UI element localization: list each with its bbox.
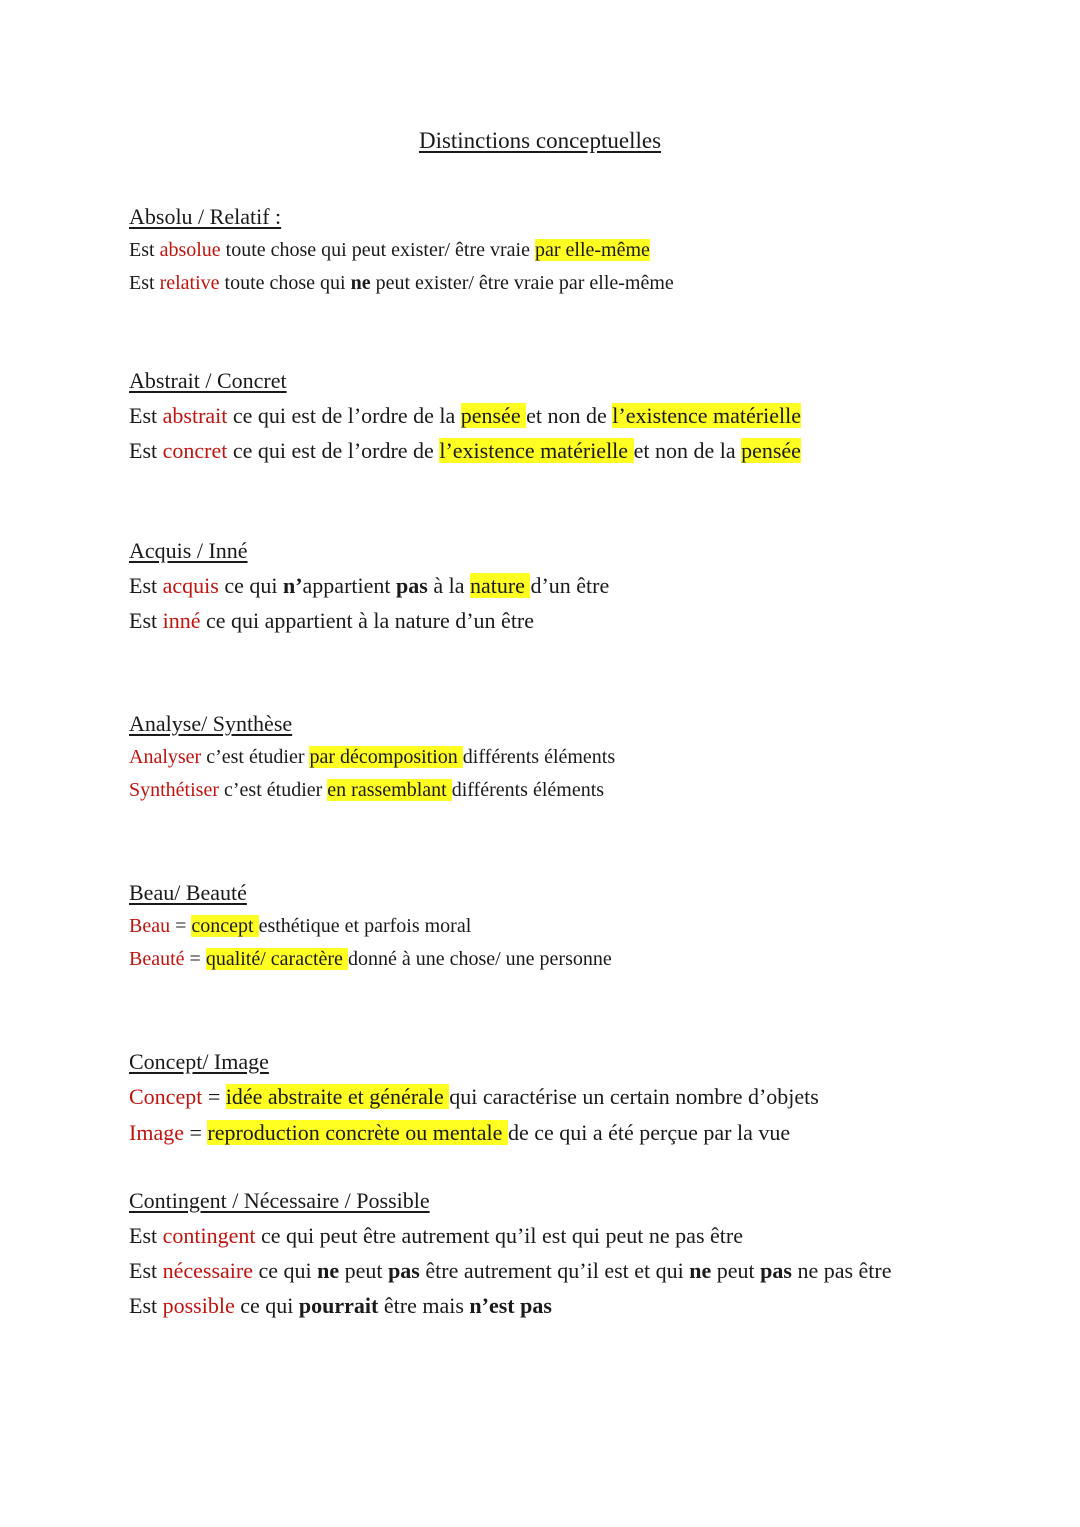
text-segment: de ce qui a été perçue par la vue xyxy=(507,1120,791,1145)
concept-term: abstrait xyxy=(162,403,228,428)
text-segment: ce qui est de l’ordre de xyxy=(227,438,440,463)
highlighted-phrase: concept xyxy=(191,915,259,937)
text-segment: et non de xyxy=(526,403,613,428)
text-segment: peut xyxy=(711,1258,761,1283)
definition-line xyxy=(129,1218,892,1253)
definition-line xyxy=(129,603,609,638)
concept-term: possible xyxy=(162,1293,235,1318)
text-segment: différents éléments xyxy=(451,779,605,801)
text-segment: = xyxy=(170,915,192,937)
highlighted-phrase: pensée xyxy=(741,438,801,463)
highlighted-phrase: en rassemblant xyxy=(327,779,452,801)
definition-line xyxy=(129,398,801,433)
concept-term: inné xyxy=(162,608,201,633)
section-beau-beaute xyxy=(129,878,612,976)
text-segment: Est xyxy=(129,1258,163,1283)
definition-line xyxy=(129,1288,892,1323)
highlighted-phrase: reproduction concrète ou mentale xyxy=(207,1120,508,1145)
concept-term: Image xyxy=(129,1120,184,1145)
highlighted-phrase: l’existence matérielle xyxy=(612,403,801,428)
text-segment: et non de la xyxy=(633,438,742,463)
definition-line xyxy=(129,1079,819,1115)
text-segment: esthétique et parfois moral xyxy=(258,915,472,937)
definition-line xyxy=(129,1115,819,1151)
highlighted-phrase: par décomposition xyxy=(309,746,463,768)
text-segment: c’est étudier xyxy=(201,746,310,768)
concept-term: Beau xyxy=(129,915,171,937)
text-segment: ce qui peut être autrement qu’il est qui peut ne pas être xyxy=(255,1223,743,1248)
section-abstrait-concret xyxy=(129,366,801,468)
section-acquis-inne xyxy=(129,536,609,638)
text-segment: ce qui xyxy=(218,573,283,598)
text-segment: Est xyxy=(129,403,163,428)
text-segment: Est xyxy=(129,272,160,294)
definition-line xyxy=(129,1253,892,1288)
bold-word: ne xyxy=(689,1258,712,1283)
document-title: Distinctions conceptuelles xyxy=(418,128,662,153)
text-segment: = xyxy=(184,948,206,970)
text-segment: peut exister/ être vraie par elle-même xyxy=(370,272,674,294)
section-contingent-necessaire-possible xyxy=(129,1186,892,1323)
section-concept-image xyxy=(129,1047,819,1151)
definition-line xyxy=(129,910,612,943)
section-title: Analyse/ Synthèse xyxy=(129,711,293,736)
concept-term: relative xyxy=(159,272,220,294)
text-segment: c’est étudier xyxy=(219,779,328,801)
bold-word: pas xyxy=(388,1258,420,1283)
text-segment: toute chose qui xyxy=(219,272,351,294)
text-segment: toute chose qui peut exister/ être vraie xyxy=(220,239,535,261)
section-analyse-synthese xyxy=(129,709,615,807)
text-segment: ce qui est de l’ordre de la xyxy=(227,403,461,428)
text-segment: être autrement qu’il est et qui xyxy=(419,1258,690,1283)
concept-term: Concept xyxy=(129,1084,203,1109)
text-segment: Est xyxy=(129,438,163,463)
concept-term: Synthétiser xyxy=(129,779,219,801)
text-segment: Est xyxy=(129,573,163,598)
section-title: Acquis / Inné xyxy=(129,538,248,563)
text-segment: à la xyxy=(427,573,470,598)
text-segment: Est xyxy=(129,608,163,633)
concept-term: concret xyxy=(162,438,228,463)
bold-word: pas xyxy=(760,1258,792,1283)
concept-term: Analyser xyxy=(129,746,202,768)
text-segment: = xyxy=(202,1084,226,1109)
text-segment: ce qui xyxy=(234,1293,299,1318)
section-title: Absolu / Relatif : xyxy=(129,204,282,229)
concept-term: acquis xyxy=(162,573,219,598)
bold-word: n’est pas xyxy=(469,1293,552,1318)
definition-line xyxy=(129,741,615,774)
text-segment: Est xyxy=(129,1293,163,1318)
definition-line xyxy=(129,234,674,267)
concept-term: contingent xyxy=(162,1223,256,1248)
highlighted-phrase: par elle-même xyxy=(534,239,650,261)
text-segment: être mais xyxy=(378,1293,470,1318)
text-segment: = xyxy=(183,1120,208,1145)
bold-word: pas xyxy=(396,573,428,598)
bold-word: n’ xyxy=(282,573,303,598)
bold-word: ne xyxy=(317,1258,340,1283)
bold-word: ne xyxy=(350,272,371,294)
section-title: Contingent / Nécessaire / Possible xyxy=(129,1188,430,1213)
text-segment: ne pas être xyxy=(791,1258,892,1283)
text-segment: ce qui appartient à la nature d’un être xyxy=(200,608,535,633)
concept-term: absolue xyxy=(159,239,221,261)
text-segment: donné à une chose/ une personne xyxy=(347,948,612,970)
text-segment: Est xyxy=(129,239,160,261)
section-title: Beau/ Beauté xyxy=(129,880,247,905)
section-title: Concept/ Image xyxy=(129,1049,269,1074)
highlighted-phrase: qualité/ caractère xyxy=(205,948,348,970)
text-segment: appartient xyxy=(302,573,397,598)
highlighted-phrase: idée abstraite et générale xyxy=(225,1084,450,1109)
text-segment: Est xyxy=(129,1223,163,1248)
definition-line xyxy=(129,433,801,468)
concept-term: Beauté xyxy=(129,948,185,970)
highlighted-phrase: pensée xyxy=(460,403,527,428)
concept-term: nécessaire xyxy=(162,1258,254,1283)
highlighted-phrase: nature xyxy=(469,573,531,598)
definition-line xyxy=(129,774,615,807)
text-segment: ce qui xyxy=(253,1258,318,1283)
text-segment: différents éléments xyxy=(462,746,616,768)
definition-line xyxy=(129,943,612,976)
definition-line xyxy=(129,568,609,603)
text-segment: d’un être xyxy=(530,573,610,598)
section-absolu-relatif xyxy=(129,202,674,300)
definition-line xyxy=(129,267,674,300)
bold-word: pourrait xyxy=(298,1293,379,1318)
text-segment: qui caractérise un certain nombre d’objets xyxy=(449,1084,819,1109)
text-segment: peut xyxy=(339,1258,389,1283)
highlighted-phrase: l’existence matérielle xyxy=(439,438,634,463)
section-title: Abstrait / Concret xyxy=(129,368,287,393)
